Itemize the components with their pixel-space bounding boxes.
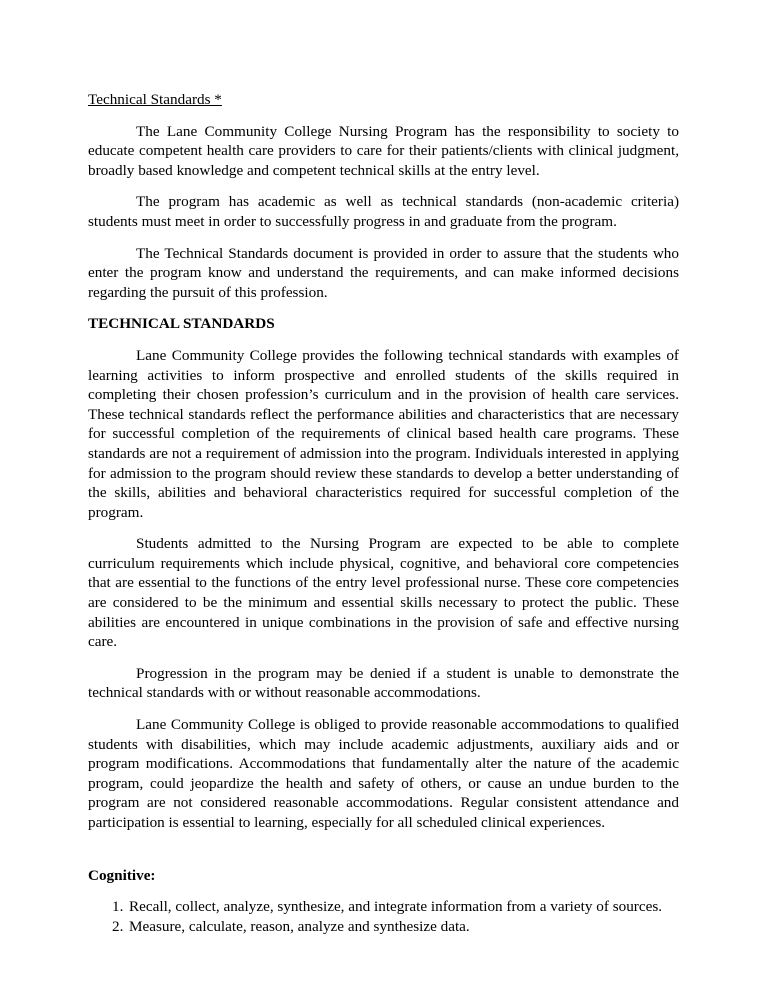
section-paragraph-1: Lane Community College provides the following technical standards with examples of learning activities to inform prospective and enrolled students of the skills required in completing their chosen profession’s curriculum and in the provision of health care services. These technical standards reflect the performance abilities and characteristics that are necessary for successful completion of the requirements of clinical based health care programs. These standards are not a requirement of admission into the program. Individuals interested in applying for admission to the program should review these standards to develop a better understanding of the skills, abilities and behavioral characteristics required for successful completion of the program. — [88, 346, 679, 521]
list-item-number: 2. — [112, 917, 124, 935]
cognitive-heading: Cognitive: — [88, 866, 156, 884]
list-item-number: 1. — [112, 898, 124, 916]
intro-paragraph-2: The program has academic as well as technical standards (non-academic criteria) students must meet in order to successfully progress in and graduate from the program. — [88, 193, 679, 230]
list-item — [88, 917, 679, 937]
list-item-text: Recall, collect, analyze, synthesize, and integrate information from a variety of sources. — [129, 898, 663, 916]
section-paragraph-4: Lane Community College is obliged to provide reasonable accommodations to qualified students with disabilities, which may include academic adjustments, auxiliary aids and or program modifications. Accommodations that fundamentally alter the nature of the academic program, could jeopardize the health and safety of others, or cause an undue burden to the program are not considered reasonable accommodations. Regular consistent attendance and participation is essential to learning, especially for all scheduled clinical experiences. — [88, 716, 679, 831]
list-item-text: Measure, calculate, reason, analyze and synthesize data. — [129, 917, 470, 935]
intro-paragraph-1: The Lane Community College Nursing Program has the responsibility to society to educate competent health care providers to care for their patients/clients with clinical judgment, broadly based knowledge and competent technical skills at the entry level. — [88, 122, 679, 179]
section-paragraph-2: Students admitted to the Nursing Program are expected to be able to complete curriculum requirements which include physical, cognitive, and behavioral core competencies that are essential to the functions of the entry level professional nurse. These core competencies are considered to be the minimum and essential skills necessary to protect the public. These abilities are encountered in unique combinations in the provision of safe and effective nursing care. — [88, 535, 679, 651]
document-page — [88, 90, 679, 936]
cognitive-list — [88, 897, 679, 936]
intro-paragraph-3: The Technical Standards document is provided in order to assure that the students who enter the program know and understand the requirements, and can make informed decisions regarding the pursuit of this profession. — [88, 244, 679, 301]
list-item — [88, 897, 679, 917]
document-title: Technical Standards * — [88, 91, 222, 108]
section-heading: TECHNICAL STANDARDS — [88, 315, 275, 333]
section-paragraph-3: Progression in the program may be denied if a student is unable to demonstrate the technical standards with or without reasonable accommodations. — [88, 664, 679, 702]
